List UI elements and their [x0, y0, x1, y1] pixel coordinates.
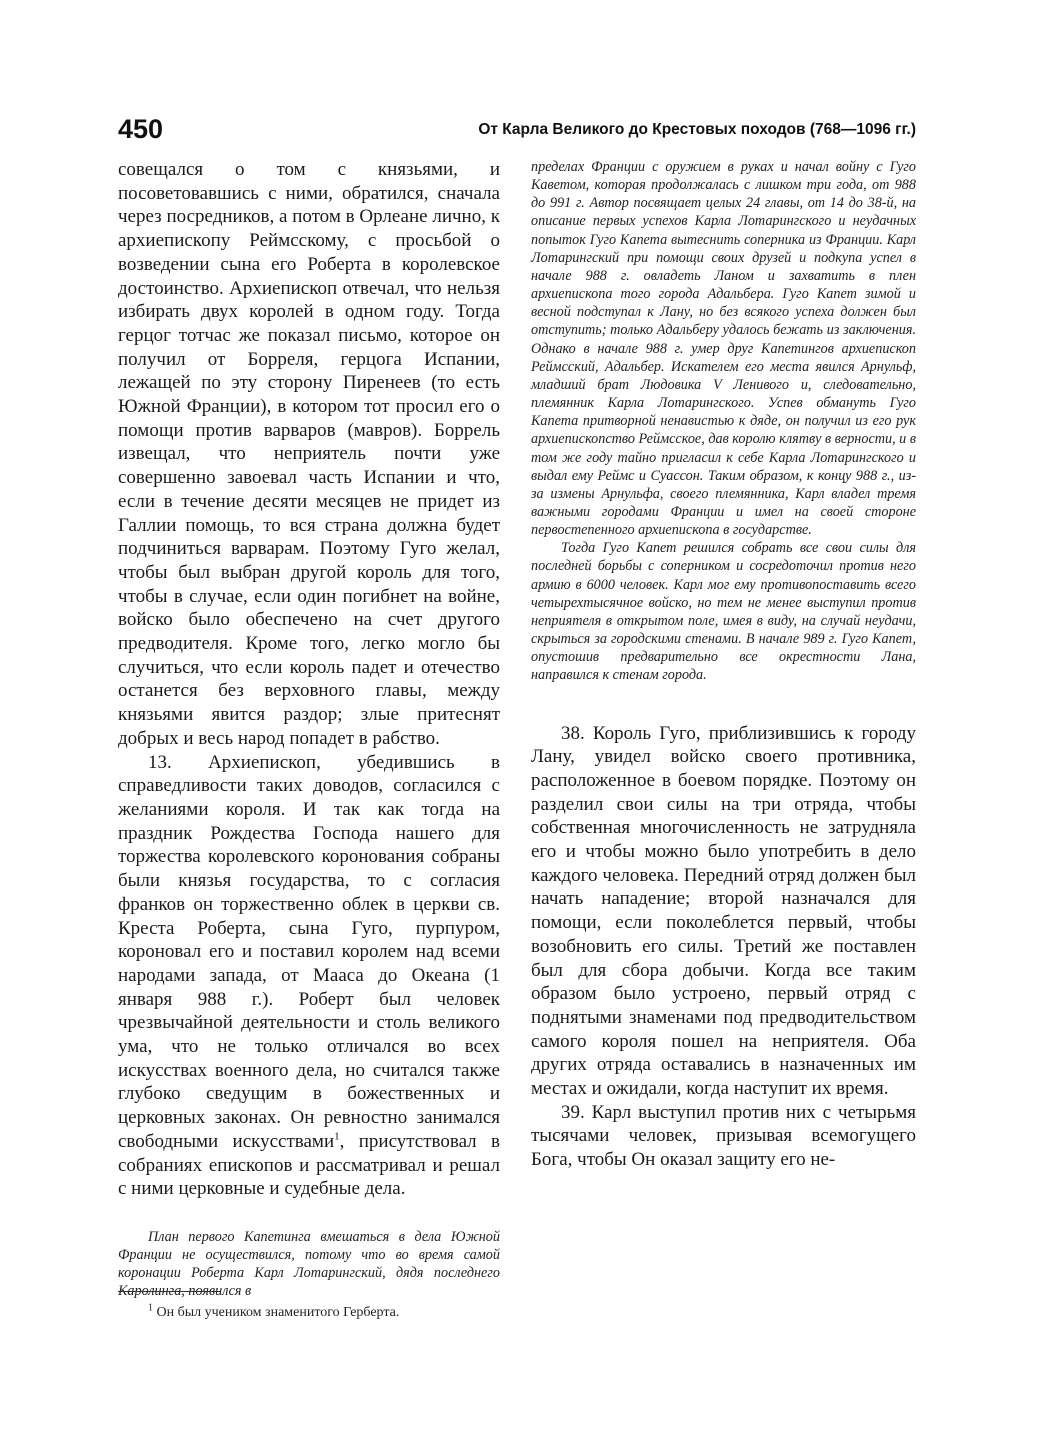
- main-text-right: [531, 722, 916, 1172]
- right-column: [531, 158, 916, 1172]
- left-column: [118, 158, 500, 1301]
- commentary-left: [118, 1228, 500, 1301]
- body-paragraph-38: 38. Король Гуго, приблизившись к городу Лану, увидел войско своего противника, расположенное в боевом порядке. Поэтому он разделил свои силы на три отряда, чтобы собственная многочисленность не затрудняла его и чтобы можно было употребить в дело каждого человека. Передний отряд должен был начать нападение; второй назначался для помощи, если поколеблется первый, чтобы возобновить его силы. Третий же поставлен был для сбора добычи. Когда все таким образом было устроено, первый отряд с поднятыми знаменами под предводительством самого короля пошел на неприятеля. Оба других отряда оставались в назначенных им местах и ожидали, когда наступит их время.: [531, 722, 916, 1100]
- paragraph-text: , присутствовал в собраниях епископов и рассматривал и решал с ними церковные и судебные дела.: [118, 1130, 500, 1200]
- page-header: [118, 112, 916, 152]
- footnote-text: Он был учеником знаменитого Герберта.: [153, 1305, 400, 1320]
- commentary-right: [531, 158, 916, 685]
- paragraph-text: 13. Архиепископ, убедившись в справедливости таких доводов, согласился с желаниями короля. И так как тогда на праздник Рождества Господа нашего для торжества королевского коронования собраны были князья государства, то с согласия франков он торжественно облек в церкви св. Креста Роберта, сына Гуго, пурпуром, короновал его и поставил королем над всеми народами запада, от Мааса до Океана (1 января 988 г.). Роберт был человек чрезвычайной деятельности и столь великого ума, что не только отличался во всех искусствах военного дела, но считался также глубоко сведущим в божественных и церковных законах. Он ревностно занимался свободными искусствами: [118, 751, 500, 1152]
- commentary-paragraph: План первого Капетинга вмешаться в дела Южной Франции не осуществился, потому что во время самой коронации Роберта Карл Лотарингский, дядя последнего Каролинга, появился в: [118, 1228, 500, 1300]
- main-text-left: [118, 158, 500, 1201]
- body-paragraph-13: [118, 751, 500, 1201]
- body-paragraph: совещался о том с князьями, и посоветовавшись с ними, обратился, сначала через посредников, а потом в Орлеане лично, к архиепископу Реймсскому, с просьбой о возведении сына его Роберта в королевское достоинство. Архиепископ отвечал, что нельзя избирать двух королей в одном году. Тогда герцог тотчас же показал письмо, которое он получил от Борреля, герцога Испании, лежащей по эту сторону Пиренеев (то есть Южной Франции), в котором тот просил его о помощи против варваров (мавров). Боррель извещал, что неприятель почти уже совершенно завоевал часть Испании и что, если в течение десяти месяцев не придет из Галлии помощь, то вся страна должна будет подчиниться варварам. Поэтому Гуго желал, чтобы был выбран другой король для того, чтобы в случае, если один погибнет на войне, войско было обеспечено на счет другого предводителя. Кроме того, легко могло бы случиться, что если король падет и отечество останется без верховного главы, между князьями явится раздор; злые притеснят добрых и весь народ попадет в рабство.: [118, 159, 500, 749]
- page-number: 450: [118, 114, 164, 144]
- footnote: [148, 1304, 500, 1322]
- body-paragraph-39: 39. Карл выступил против них с четырьмя тысячами человек, призывая всемогущего Бога, чтобы Он оказал защиту его не-: [531, 1101, 916, 1171]
- commentary-paragraph: Тогда Гуго Капет решился собрать все свои силы для последней борьбы с соперником и сосредоточил против него армию в 6000 человек. Карл мог ему противопоставить всего четырехтысячное войско, но тем не менее выступил против неприятеля в открытом поле, имея в виду, на случай неудачи, скрыться за городскими стенами. В начале 989 г. Гуго Капет, опустошив предварительно все окрестности Лана, направился к стенам города.: [531, 540, 916, 684]
- footnote-reference: 1: [334, 1130, 340, 1143]
- commentary-paragraph: пределах Франции с оружием в руках и начал войну с Гуго Каветом, которая продолжалась с лишком три года, от 988 до 991 г. Автор посвящает целых 24 главы, от 14 до 38-й, на описание первых успехов Карла Лотарингского и неудачных попыток Гуго Капета вытеснить соперника из Франции. Карл Лотарингский при помощи своих друзей и подкупа успел в начале 988 г. овладеть Ланом и захватить в плен архиепископа того города Адальбера. Гуго Капет зимой и весной подступал к Лану, но без всякого успеха должен был отступить; только Адальберу удалось бежать из заключения. Однако в начале 988 г. умер друг Капетингов архиепископ Реймсский, Адальбер. Искателем его места явился Арнульф, младший брат Людовика V Ленивого и, следовательно, племянник Карла Лотарингского. Успев обмануть Гуго Капета притворной ненавистью к дяде, он получил из его рук архиепископство Реймсское, дав королю клятву в верности, и в том же году тайно пригласил к себе Карла Лотарингского и выдал ему Реймс и Суассон. Таким образом, к концу 988 г., из-за измены Арнульфа, своего племянника, Карл владел тремя важными городами Франции и имел на своей стороне первостепенного архиепископа в государстве.: [531, 159, 916, 539]
- running-title: От Карла Великого до Крестовых походов (768—1096 гг.): [478, 121, 916, 138]
- footnote-marker: 1: [148, 1302, 153, 1314]
- footnote-divider: [118, 1291, 220, 1292]
